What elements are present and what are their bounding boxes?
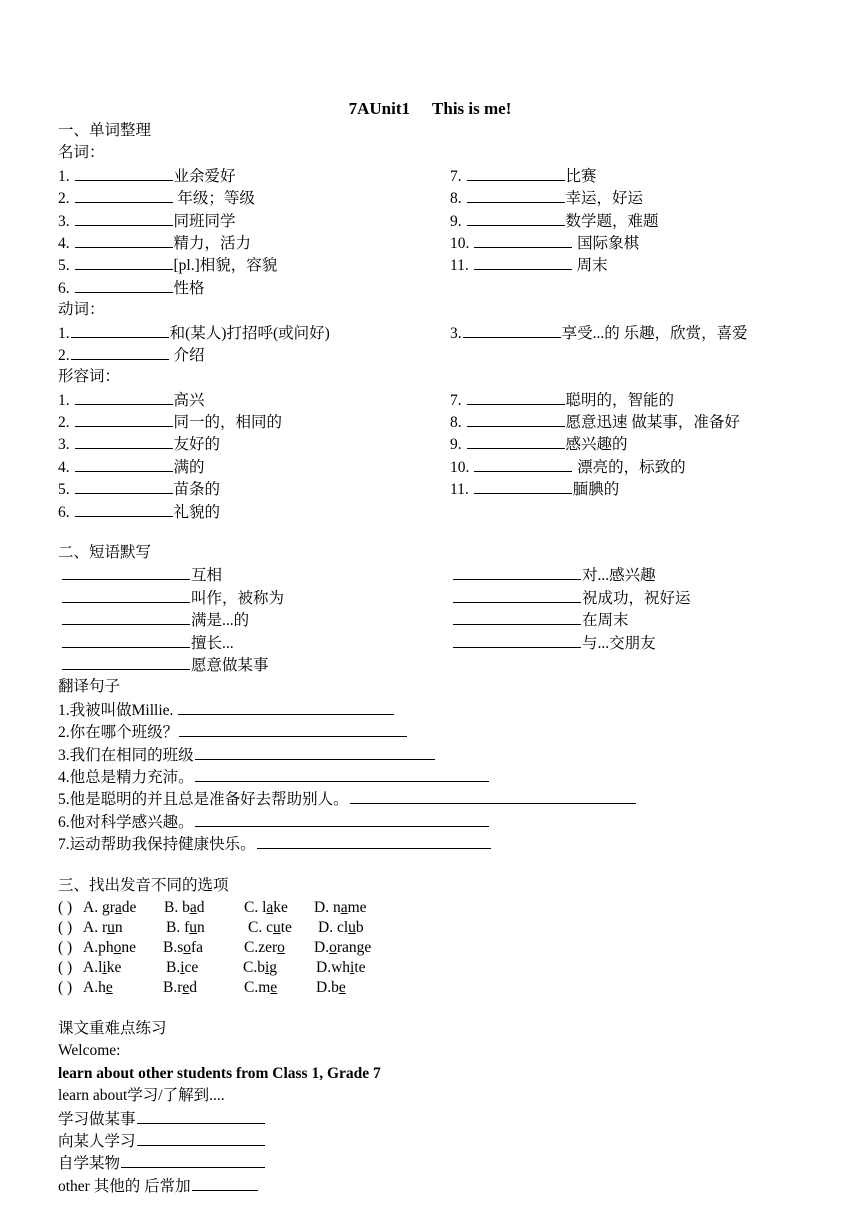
option-a: A. grade <box>83 899 137 916</box>
sentence-row: 5.他是聪明的并且总是准备好去帮助别人。 <box>58 788 838 810</box>
answer-blank[interactable] <box>62 609 190 625</box>
vocabulary-section <box>58 120 838 523</box>
option-b: B.sofa <box>163 939 204 956</box>
question-row <box>58 938 838 958</box>
option-d: D.orange <box>314 939 372 956</box>
question-row <box>58 958 838 978</box>
answer-blank[interactable] <box>75 165 173 181</box>
option-d: D. name <box>314 899 367 916</box>
answer-blank[interactable] <box>75 277 173 293</box>
sentence-row: 4.他总是精力充沛。 <box>58 766 838 788</box>
noun-row: 5. [pl.]相貌，容貌 11. 周末 <box>58 254 838 276</box>
answer-blank[interactable] <box>75 501 173 517</box>
phrase-note: learn about学习/了解到.... <box>58 1087 225 1105</box>
sentence-row: 6.他对科学感兴趣。 <box>58 811 838 833</box>
practice-row: 学习做某事 <box>58 1108 838 1130</box>
practice-row: 自学某物 <box>58 1152 838 1174</box>
answer-blank[interactable] <box>75 187 173 203</box>
option-a: A. run <box>83 919 123 936</box>
answer-blank[interactable] <box>75 232 173 248</box>
verb-row: 2. 介绍 <box>58 344 838 366</box>
option-b: B. bad <box>164 899 205 916</box>
answer-blank[interactable] <box>71 344 169 360</box>
answer-blank[interactable] <box>137 1108 265 1124</box>
phrase-row: 满是...的 在周末 <box>58 609 838 631</box>
noun-row: 3. 同班同学 9. 数学题，难题 <box>58 210 838 232</box>
translate-heading: 翻译句子 <box>58 678 121 696</box>
answer-blank[interactable] <box>453 609 581 625</box>
answer-blank[interactable] <box>453 632 581 648</box>
answer-blank[interactable] <box>75 210 173 226</box>
option-c: C.me <box>244 979 278 996</box>
answer-blank[interactable] <box>350 788 636 804</box>
sentence-row: 3.我们在相同的班级 <box>58 744 838 766</box>
answer-blank[interactable] <box>474 456 572 472</box>
answer-blank[interactable] <box>179 721 407 737</box>
answer-blank[interactable] <box>467 210 565 226</box>
adjective-row: 1. 高兴 7. 聪明的，智能的 <box>58 389 838 411</box>
answer-paren[interactable]: ( ) <box>58 939 73 956</box>
answer-blank[interactable] <box>474 478 572 494</box>
nouns-label: 名词： <box>58 144 105 162</box>
option-d: D.white <box>316 959 366 976</box>
section-heading: 二、短语默写 <box>58 544 152 561</box>
answer-blank[interactable] <box>75 254 173 270</box>
answer-blank[interactable] <box>257 833 491 849</box>
section-heading: 三、找出发音不同的选项 <box>58 877 229 894</box>
answer-blank[interactable] <box>195 811 489 827</box>
answer-blank[interactable] <box>75 389 173 405</box>
phrase-row: 互相 对...感兴趣 <box>58 564 838 586</box>
answer-paren[interactable]: ( ) <box>58 959 73 976</box>
answer-blank[interactable] <box>195 744 435 760</box>
answer-paren[interactable]: ( ) <box>58 979 73 996</box>
adjective-row: 3. 友好的 9. 感兴趣的 <box>58 433 838 455</box>
sentence-row: 7.运动帮助我保持健康快乐。 <box>58 833 838 855</box>
noun-row: 4. 精力，活力 10. 国际象棋 <box>58 232 838 254</box>
option-c: C.zero <box>244 939 285 956</box>
answer-blank[interactable] <box>75 456 173 472</box>
answer-blank[interactable] <box>62 632 190 648</box>
practice-row: 向某人学习 <box>58 1130 838 1152</box>
answer-blank[interactable] <box>474 232 572 248</box>
title-unit: 7AUnit1 <box>348 99 411 118</box>
answer-blank[interactable] <box>467 389 565 405</box>
sentence-row: 2.你在哪个班级？ <box>58 721 838 743</box>
answer-blank[interactable] <box>453 587 581 603</box>
answer-blank[interactable] <box>62 654 190 670</box>
option-c: C. cute <box>248 919 292 936</box>
answer-blank[interactable] <box>75 478 173 494</box>
answer-blank[interactable] <box>467 165 565 181</box>
answer-paren[interactable]: ( ) <box>58 899 73 916</box>
noun-row: 6. 性格 <box>58 277 838 299</box>
answer-blank[interactable] <box>474 254 572 270</box>
answer-blank[interactable] <box>121 1152 265 1168</box>
page-title <box>0 98 860 120</box>
pronunciation-section <box>58 876 838 998</box>
answer-blank[interactable] <box>453 564 581 580</box>
option-b: B.ice <box>166 959 199 976</box>
question-row <box>58 898 838 918</box>
answer-blank[interactable] <box>195 766 489 782</box>
section-heading: 课文重难点练习 <box>58 1020 167 1037</box>
option-d: D.be <box>316 979 346 996</box>
phrases-section <box>58 542 838 855</box>
answer-paren[interactable]: ( ) <box>58 919 73 936</box>
adjective-row: 5. 苗条的 11. 腼腆的 <box>58 478 838 500</box>
option-a: A.he <box>83 979 113 996</box>
question-row <box>58 978 838 998</box>
answer-blank[interactable] <box>71 322 169 338</box>
option-d: D. club <box>318 919 364 936</box>
phrase-row: 擅长... 与...交朋友 <box>58 632 838 654</box>
phrase-row: 叫作，被称为 祝成功，祝好运 <box>58 587 838 609</box>
phrase-row: 愿意做某事 <box>58 654 838 676</box>
key-phrase: learn about other students from Class 1, Grade 7 <box>58 1064 381 1082</box>
noun-row: 2. 年级；等级 8. 幸运，好运 <box>58 187 838 209</box>
answer-blank[interactable] <box>62 564 190 580</box>
practice-row: other 其他的 后常加 <box>58 1175 838 1197</box>
title-topic: This is me! <box>432 99 512 118</box>
welcome-label: Welcome: <box>58 1042 121 1060</box>
option-a: A.phone <box>83 939 136 956</box>
question-row <box>58 918 838 938</box>
option-c: C. lake <box>244 899 288 916</box>
option-a: A.like <box>83 959 122 976</box>
adjective-row: 2. 同一的，相同的 8. 愿意迅速 做某事，准备好 <box>58 411 838 433</box>
adjective-row: 6. 礼貌的 <box>58 501 838 523</box>
answer-blank[interactable] <box>75 411 173 427</box>
text-practice-section <box>58 1018 838 1197</box>
answer-blank[interactable] <box>463 322 561 338</box>
sentence-row: 1.我被叫做Millie. <box>58 699 838 721</box>
option-b: B. fun <box>166 919 205 936</box>
answer-blank[interactable] <box>75 433 173 449</box>
answer-blank[interactable] <box>467 433 565 449</box>
answer-blank[interactable] <box>62 587 190 603</box>
adjective-row: 4. 满的 10. 漂亮的，标致的 <box>58 456 838 478</box>
adjectives-label: 形容词： <box>58 368 121 386</box>
section-heading: 一、单词整理 <box>58 122 152 139</box>
option-b: B.red <box>163 979 198 996</box>
noun-row: 1. 业余爱好 7. 比赛 <box>58 165 838 187</box>
verb-row: 1. 和(某人)打招呼(或问好) 3. 享受...的 乐趣，欣赏，喜爱 <box>58 322 838 344</box>
answer-blank[interactable] <box>178 699 394 715</box>
verbs-label: 动词： <box>58 301 105 319</box>
answer-blank[interactable] <box>467 187 565 203</box>
option-c: C.big <box>243 959 278 976</box>
answer-blank[interactable] <box>467 411 565 427</box>
answer-blank[interactable] <box>192 1175 258 1191</box>
answer-blank[interactable] <box>137 1130 265 1146</box>
